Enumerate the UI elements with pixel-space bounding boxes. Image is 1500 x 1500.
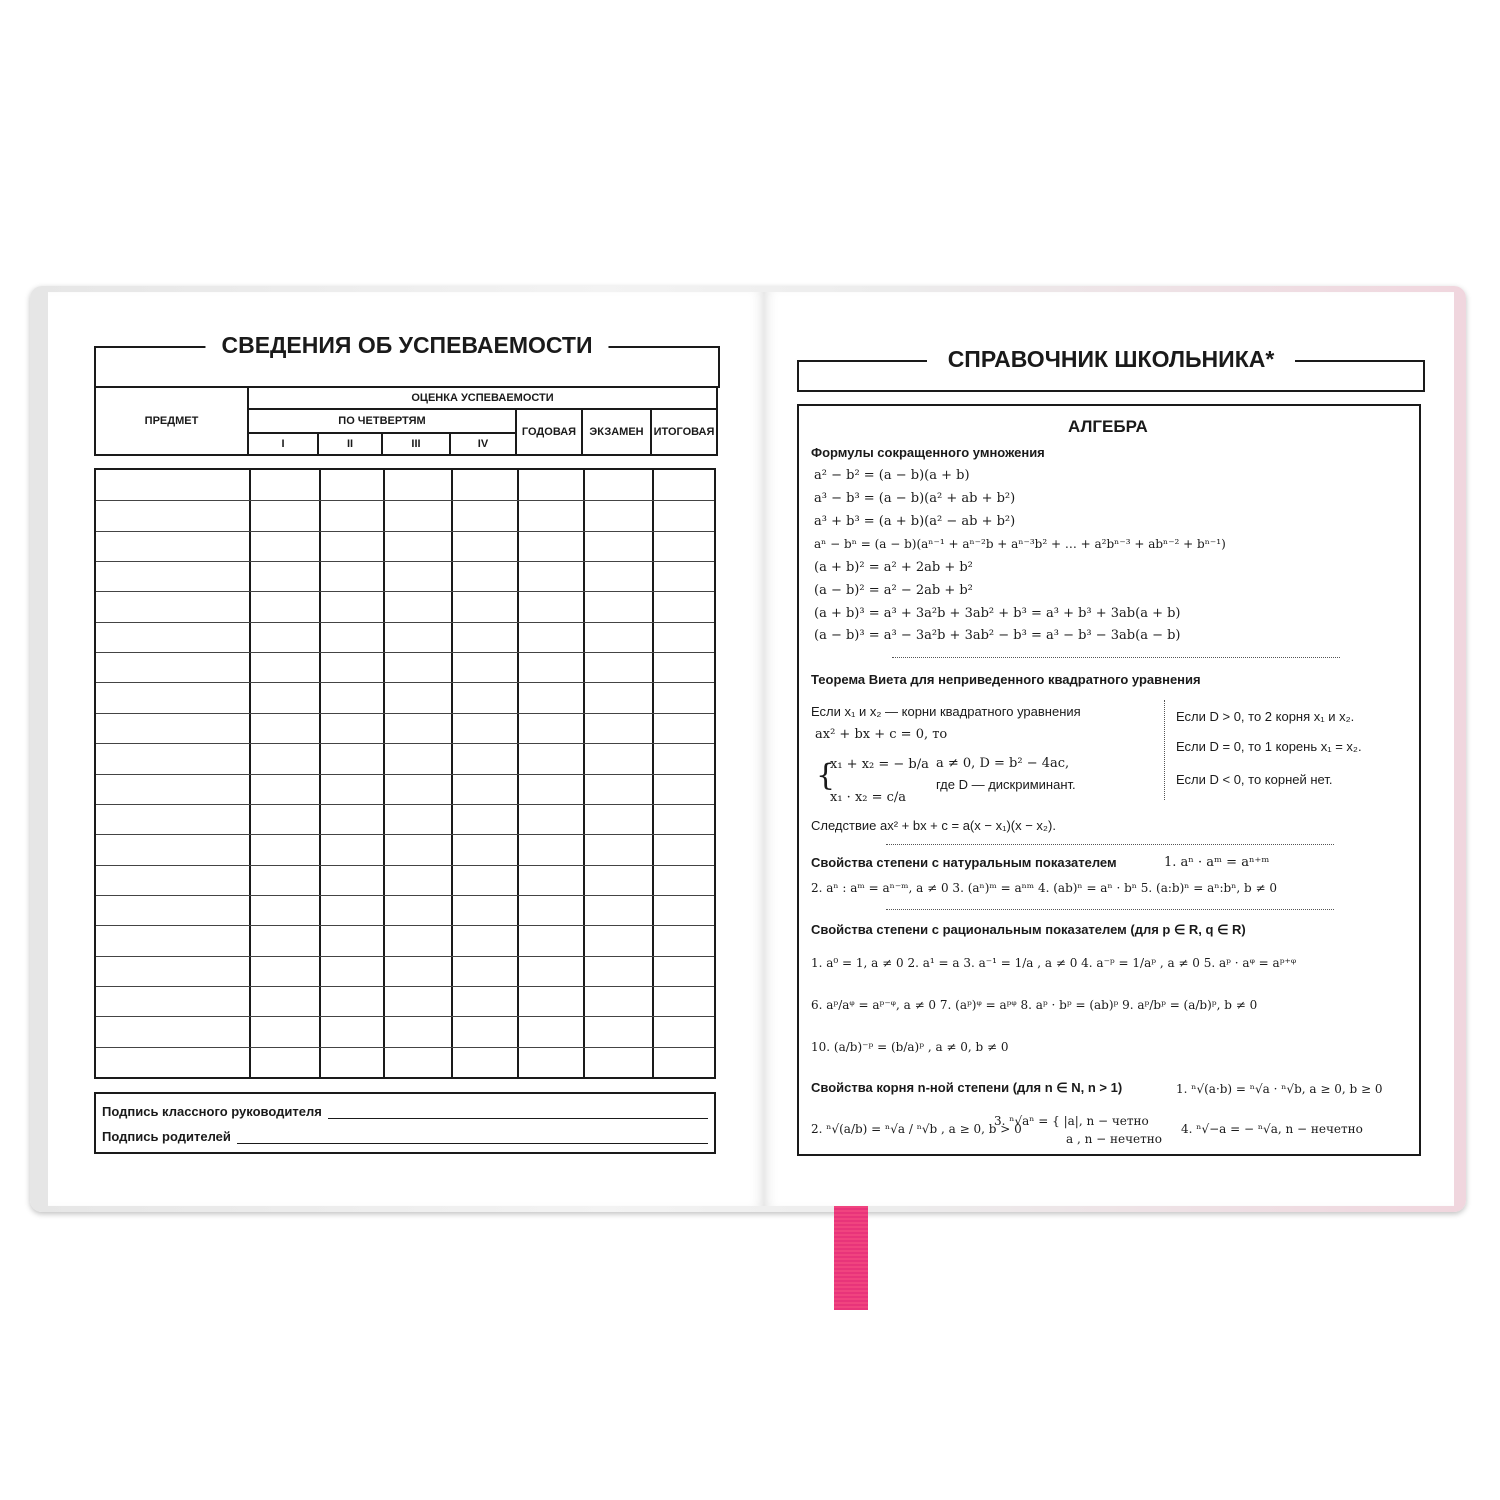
reference-title: СПРАВОЧНИК ШКОЛЬНИКА* xyxy=(932,346,1291,373)
grid-row-line xyxy=(96,956,714,957)
signatures-box xyxy=(94,1092,716,1154)
grades-title-frame xyxy=(94,332,720,388)
vieta-line-2: ax² + bx + c = 0, то xyxy=(815,727,948,742)
grid-row-line xyxy=(96,713,714,714)
root-property-3a: 3. ⁿ√aⁿ = { |a|, n − четно xyxy=(994,1114,1149,1128)
vieta-divider xyxy=(1164,700,1165,800)
parents-signature-line[interactable] xyxy=(237,1131,708,1144)
grid-row-line xyxy=(96,986,714,987)
vieta-sum: x₁ + x₂ = − b/a xyxy=(830,757,929,772)
discriminant-case-2: Если D = 0, то 1 корень x₁ = x₂. xyxy=(1176,739,1362,754)
mult-formula-5: (a + b)² = a² + 2ab + b² xyxy=(814,560,973,575)
vieta-corollary: Следствие ax² + bx + c = a(x − x₁)(x − x₂). xyxy=(811,818,1056,833)
grid-row-line xyxy=(96,865,714,866)
grid-row-line xyxy=(96,1047,714,1048)
root-property-1: 1. ⁿ√(a·b) = ⁿ√a · ⁿ√b, a ≥ 0, b ≥ 0 xyxy=(1176,1082,1383,1096)
mult-formula-2: a³ − b³ = (a − b)(a² + ab + b²) xyxy=(814,491,1016,506)
header-q1: I xyxy=(248,433,318,455)
header-grades: ОЦЕНКА УСПЕВАЕМОСТИ xyxy=(248,387,717,409)
mult-title: Формулы сокращенного умножения xyxy=(811,445,1045,460)
grades-title: СВЕДЕНИЯ ОБ УСПЕВАЕМОСТИ xyxy=(205,332,608,359)
rational-power-line-3: 10. (a/b)⁻ᵖ = (b/a)ᵖ , a ≠ 0, b ≠ 0 xyxy=(811,1040,1009,1054)
header-final: ИТОГОВАЯ xyxy=(651,409,717,455)
vieta-condition-1: a ≠ 0, D = b² − 4ac, xyxy=(936,756,1070,771)
header-quarters: ПО ЧЕТВЕРТЯМ xyxy=(248,409,516,434)
header-annual: ГОДОВАЯ xyxy=(516,409,582,455)
algebra-heading: АЛГЕБРА xyxy=(1068,417,1148,436)
header-q4: IV xyxy=(450,433,516,455)
root-property-2: 2. ⁿ√(a/b) = ⁿ√a / ⁿ√b , a ≥ 0, b > 0 xyxy=(811,1122,1022,1136)
bookmark-ribbon[interactable] xyxy=(834,1206,868,1310)
teacher-signature-line[interactable] xyxy=(328,1106,708,1119)
grid-row-line xyxy=(96,500,714,501)
grid-row-line xyxy=(96,652,714,653)
rational-power-title: Свойства степени с рациональным показателем (для p ∈ R, q ∈ R) xyxy=(811,922,1246,937)
discriminant-case-1: Если D > 0, то 2 корня x₁ и x₂. xyxy=(1176,709,1355,724)
natural-power-list: 2. aⁿ : aᵐ = aⁿ⁻ᵐ, a ≠ 0 3. (aⁿ)ᵐ = aⁿᵐ 4. (ab)ⁿ = aⁿ · bⁿ 5. (a:b)ⁿ = aⁿ:bⁿ, b ≠ 0 xyxy=(811,881,1278,895)
reference-title-frame xyxy=(797,346,1425,392)
root-property-3b: a , n − нечетно xyxy=(1066,1132,1163,1146)
mult-formula-4: aⁿ − bⁿ = (a − b)(aⁿ⁻¹ + aⁿ⁻²b + aⁿ⁻³b² + … + a²bⁿ⁻³ + abⁿ⁻² + bⁿ⁻¹) xyxy=(814,537,1226,551)
grid-row-line xyxy=(96,925,714,926)
mult-formula-3: a³ + b³ = (a + b)(a² − ab + b²) xyxy=(814,514,1016,529)
mult-formula-7: (a + b)³ = a³ + 3a²b + 3ab² + b³ = a³ + b³ + 3ab(a + b) xyxy=(814,606,1181,621)
grid-row-line xyxy=(96,895,714,896)
grid-row-line xyxy=(96,804,714,805)
natural-power-title: Свойства степени с натуральным показателем xyxy=(811,855,1117,870)
grid-row-line xyxy=(96,1016,714,1017)
system-brace: { xyxy=(816,758,836,793)
root-property-4: 4. ⁿ√−a = − ⁿ√a, n − нечетно xyxy=(1181,1122,1363,1136)
title-rule-right xyxy=(1295,360,1425,362)
grid-row-line xyxy=(96,622,714,623)
separator-2 xyxy=(886,844,1334,845)
parents-signature-label: Подпись родителей xyxy=(102,1129,231,1144)
header-q2: II xyxy=(318,433,382,455)
mult-formula-1: a² − b² = (a − b)(a + b) xyxy=(814,468,970,483)
rational-power-line-2: 6. aᵖ/aᵠ = aᵖ⁻ᵠ, a ≠ 0 7. (aᵖ)ᵠ = aᵖᵠ 8. aᵖ · bᵖ = (ab)ᵖ 9. aᵖ/bᵖ = (a/b)ᵖ, b ≠ 0 xyxy=(811,998,1258,1012)
grades-grid[interactable] xyxy=(94,468,716,1079)
natural-power-1: 1. aⁿ · aᵐ = aⁿ⁺ᵐ xyxy=(1164,855,1270,870)
grid-row-line xyxy=(96,834,714,835)
grid-row-line xyxy=(96,743,714,744)
header-subject: ПРЕДМЕТ xyxy=(95,387,248,455)
root-title: Свойства корня n-ной степени (для n ∈ N, n > 1) xyxy=(811,1080,1123,1095)
grid-row-line xyxy=(96,774,714,775)
separator-3 xyxy=(886,909,1334,910)
vieta-condition-2: где D — дискриминант. xyxy=(936,777,1076,792)
vieta-line-1: Если x₁ и x₂ — корни квадратного уравнения xyxy=(811,704,1081,719)
grid-row-line xyxy=(96,561,714,562)
grid-row-line xyxy=(96,682,714,683)
grid-row-line xyxy=(96,531,714,532)
discriminant-case-3: Если D < 0, то корней нет. xyxy=(1176,772,1333,787)
mult-formula-6: (a − b)² = a² − 2ab + b² xyxy=(814,583,973,598)
mult-formula-8: (a − b)³ = a³ − 3a²b + 3ab² − b³ = a³ − b³ − 3ab(a − b) xyxy=(814,628,1181,643)
header-q3: III xyxy=(382,433,450,455)
teacher-signature-label: Подпись классного руководителя xyxy=(102,1104,322,1119)
rational-power-line-1: 1. a⁰ = 1, a ≠ 0 2. a¹ = a 3. a⁻¹ = 1/a , a ≠ 0 4. a⁻ᵖ = 1/aᵖ , a ≠ 0 5. aᵖ · aᵠ = aᵖ⁺ᵠ xyxy=(811,956,1297,970)
vieta-product: x₁ · x₂ = c/a xyxy=(830,790,907,805)
title-rule-left xyxy=(797,360,927,362)
separator-1 xyxy=(892,657,1340,658)
vieta-title: Теорема Виета для неприведенного квадратного уравнения xyxy=(811,672,1201,687)
grades-header-table xyxy=(94,386,718,456)
grid-row-line xyxy=(96,591,714,592)
header-exam: ЭКЗАМЕН xyxy=(582,409,651,455)
